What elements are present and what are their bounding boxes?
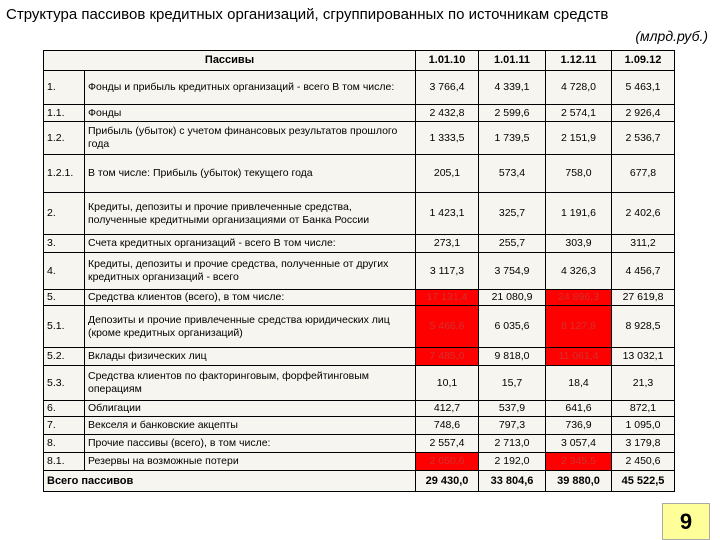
row-label: Облигации — [85, 401, 416, 417]
row-number: 1. — [44, 71, 85, 105]
value-cell: 3 179,8 — [612, 435, 675, 453]
table-row — [44, 235, 675, 253]
page-number: 9 — [662, 503, 710, 540]
value-cell: 1 423,1 — [416, 193, 479, 235]
row-label: Фонды — [85, 105, 416, 122]
row-label: Средства клиентов (всего), в том числе: — [85, 290, 416, 306]
row-label: Прибыль (убыток) с учетом финансовых результатов прошлого года — [85, 122, 416, 155]
value-cell: 11 061,4 — [546, 348, 612, 366]
value-cell: 3 117,3 — [416, 253, 479, 290]
value-cell: 2 713,0 — [479, 435, 546, 453]
row-label: Вклады физических лиц — [85, 348, 416, 366]
value-cell: 24 896,3 — [546, 290, 612, 306]
total-value: 39 880,0 — [546, 471, 612, 492]
row-label: Депозиты и прочие привлеченные средства юридических лиц (кроме кредитных организаций) — [85, 306, 416, 348]
value-cell: 872,1 — [612, 401, 675, 417]
value-cell: 255,7 — [479, 235, 546, 253]
table-row — [44, 417, 675, 435]
value-cell: 9 818,0 — [479, 348, 546, 366]
row-number: 3. — [44, 235, 85, 253]
total-label: Всего пассивов — [44, 471, 416, 492]
value-cell: 4 456,7 — [612, 253, 675, 290]
value-cell: 3 754,9 — [479, 253, 546, 290]
value-cell: 758,0 — [546, 155, 612, 193]
row-number: 8. — [44, 435, 85, 453]
value-cell: 18,4 — [546, 366, 612, 401]
value-cell: 17 131,4 — [416, 290, 479, 306]
page-title: Структура пассивов кредитных организаций, сгруппированных по источникам средств — [6, 6, 609, 23]
row-number: 8.1. — [44, 453, 85, 471]
total-value: 29 430,0 — [416, 471, 479, 492]
value-cell: 2 345,5 — [546, 453, 612, 471]
table-row — [44, 105, 675, 122]
value-cell: 5 466,6 — [416, 306, 479, 348]
value-cell: 2 050,6 — [416, 453, 479, 471]
table-row — [44, 348, 675, 366]
value-cell: 2 432,8 — [416, 105, 479, 122]
table-row — [44, 155, 675, 193]
row-label: Резервы на возможные потери — [85, 453, 416, 471]
value-cell: 5 463,1 — [612, 71, 675, 105]
value-cell: 2 599,6 — [479, 105, 546, 122]
row-label: Фонды и прибыль кредитных организаций - всего В том числе: — [85, 71, 416, 105]
row-label: Кредиты, депозиты и прочие привлеченные средства, полученные кредитными организациями от Банка России — [85, 193, 416, 235]
table-row — [44, 366, 675, 401]
row-label: Средства клиентов по факторинговым, форфейтинговым операциям — [85, 366, 416, 401]
value-cell: 13 032,1 — [612, 348, 675, 366]
value-cell: 797,3 — [479, 417, 546, 435]
row-number: 6. — [44, 401, 85, 417]
value-cell: 7 485,0 — [416, 348, 479, 366]
row-number: 5.1. — [44, 306, 85, 348]
value-cell: 303,9 — [546, 235, 612, 253]
header-col: 1.01.10 — [416, 51, 479, 71]
row-label: В том числе: Прибыль (убыток) текущего года — [85, 155, 416, 193]
row-number: 5.2. — [44, 348, 85, 366]
table-row — [44, 193, 675, 235]
value-cell: 21,3 — [612, 366, 675, 401]
value-cell: 748,6 — [416, 417, 479, 435]
header-label: Пассивы — [44, 51, 416, 71]
row-number: 5. — [44, 290, 85, 306]
value-cell: 3 766,4 — [416, 71, 479, 105]
value-cell: 1 095,0 — [612, 417, 675, 435]
value-cell: 21 080,9 — [479, 290, 546, 306]
header-col: 1.12.11 — [546, 51, 612, 71]
row-label: Векселя и банковские акцепты — [85, 417, 416, 435]
value-cell: 2 402,6 — [612, 193, 675, 235]
row-number: 1.2.1. — [44, 155, 85, 193]
total-value: 33 804,6 — [479, 471, 546, 492]
table-row — [44, 401, 675, 417]
value-cell: 2 926,4 — [612, 105, 675, 122]
value-cell: 273,1 — [416, 235, 479, 253]
value-cell: 736,9 — [546, 417, 612, 435]
value-cell: 2 557,4 — [416, 435, 479, 453]
row-number: 2. — [44, 193, 85, 235]
table-row — [44, 122, 675, 155]
table-header-row — [44, 51, 675, 71]
value-cell: 8 928,5 — [612, 306, 675, 348]
value-cell: 4 728,0 — [546, 71, 612, 105]
table-row — [44, 253, 675, 290]
value-cell: 15,7 — [479, 366, 546, 401]
value-cell: 4 339,1 — [479, 71, 546, 105]
row-number: 1.1. — [44, 105, 85, 122]
table-row — [44, 453, 675, 471]
value-cell: 325,7 — [479, 193, 546, 235]
value-cell: 27 619,8 — [612, 290, 675, 306]
value-cell: 573,4 — [479, 155, 546, 193]
value-cell: 2 151,9 — [546, 122, 612, 155]
total-value: 45 522,5 — [612, 471, 675, 492]
table-row — [44, 71, 675, 105]
liabilities-table — [43, 50, 675, 492]
row-number: 5.3. — [44, 366, 85, 401]
value-cell: 677,8 — [612, 155, 675, 193]
row-number: 7. — [44, 417, 85, 435]
value-cell: 205,1 — [416, 155, 479, 193]
value-cell: 2 192,0 — [479, 453, 546, 471]
value-cell: 2 574,1 — [546, 105, 612, 122]
value-cell: 1 333,5 — [416, 122, 479, 155]
row-number: 1.2. — [44, 122, 85, 155]
value-cell: 10,1 — [416, 366, 479, 401]
row-label: Прочие пассивы (всего), в том числе: — [85, 435, 416, 453]
value-cell: 641,6 — [546, 401, 612, 417]
table-row — [44, 290, 675, 306]
header-col: 1.01.11 — [479, 51, 546, 71]
value-cell: 1 739,5 — [479, 122, 546, 155]
row-label: Кредиты, депозиты и прочие средства, полученные от других кредитных организаций - всего — [85, 253, 416, 290]
total-row — [44, 471, 675, 492]
value-cell: 4 326,3 — [546, 253, 612, 290]
header-col: 1.09.12 — [612, 51, 675, 71]
value-cell: 1 191,6 — [546, 193, 612, 235]
value-cell: 8 127,8 — [546, 306, 612, 348]
value-cell: 6 035,6 — [479, 306, 546, 348]
value-cell: 537,9 — [479, 401, 546, 417]
value-cell: 2 450,6 — [612, 453, 675, 471]
value-cell: 2 536,7 — [612, 122, 675, 155]
table-row — [44, 435, 675, 453]
row-label: Счета кредитных организаций - всего В том числе: — [85, 235, 416, 253]
value-cell: 412,7 — [416, 401, 479, 417]
unit-label: (млрд.руб.) — [635, 28, 708, 44]
value-cell: 3 057,4 — [546, 435, 612, 453]
value-cell: 311,2 — [612, 235, 675, 253]
row-number: 4. — [44, 253, 85, 290]
table-row — [44, 306, 675, 348]
